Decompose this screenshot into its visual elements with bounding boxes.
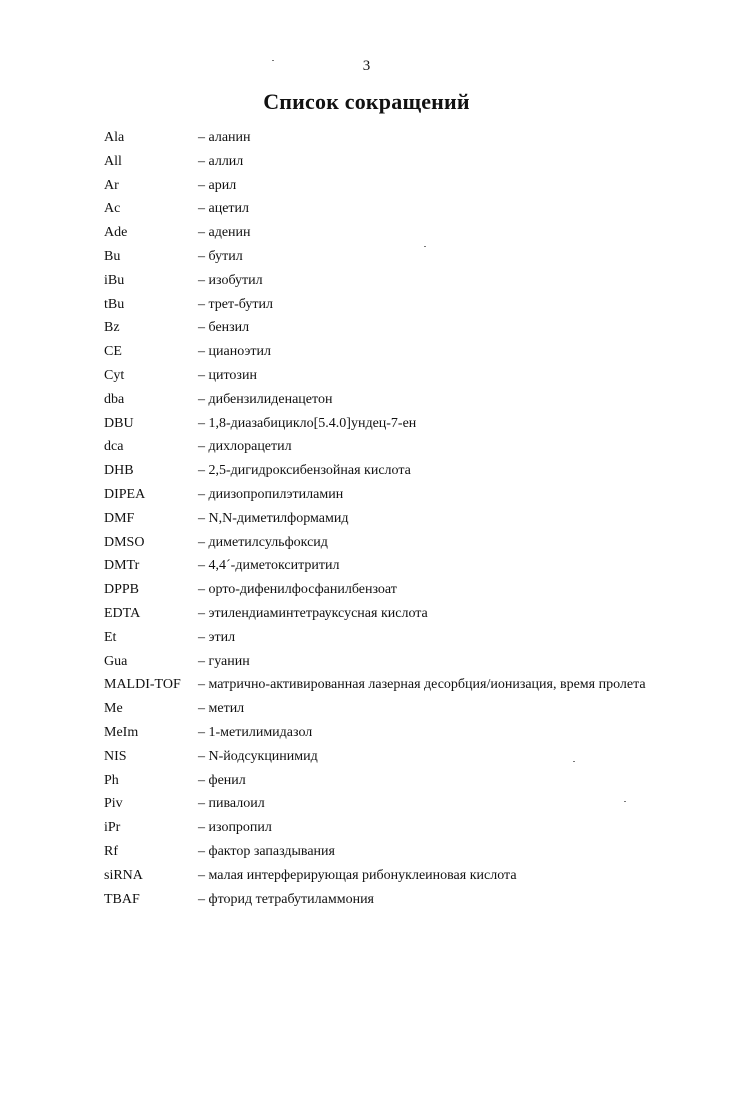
abbreviation-definition: – цианоэтил: [198, 344, 271, 360]
abbreviation-row: [104, 721, 704, 745]
abbreviation-definition: – диизопропилэтиламин: [198, 486, 344, 502]
abbreviation-term: DMF: [104, 510, 135, 526]
abbreviation-definition: – метил: [198, 701, 245, 717]
abbreviation-term: All: [104, 153, 122, 169]
abbreviation-row: [104, 174, 704, 198]
abbreviation-term: Me: [104, 701, 123, 717]
abbreviation-definition: – матрично-активированная лазерная десорбция/ионизация, время пролета: [198, 677, 646, 693]
abbreviation-row: [104, 197, 704, 221]
abbreviation-term: DHB: [104, 463, 134, 479]
abbreviation-definition: – бензил: [198, 320, 250, 336]
abbreviation-term: Bz: [104, 320, 120, 336]
abbreviation-definition: – фторид тетрабутиламмония: [198, 891, 374, 907]
abbreviation-term: Ph: [104, 772, 119, 788]
abbreviation-definition: – аденин: [198, 225, 251, 241]
abbreviation-definition: – фактор запаздывания: [198, 843, 335, 859]
abbreviation-row: [104, 673, 704, 697]
abbreviation-row: [104, 650, 704, 674]
abbreviation-row: [104, 745, 704, 769]
abbreviation-term: Ade: [104, 225, 128, 241]
abbreviation-row: [104, 840, 704, 864]
abbreviation-row: [104, 388, 704, 412]
abbreviation-term: Et: [104, 629, 117, 645]
abbreviation-definition: – 2,5-дигидроксибензойная кислота: [198, 463, 411, 479]
abbreviation-definition: – пивалоил: [198, 796, 265, 812]
abbreviation-row: [104, 150, 704, 174]
abbreviation-definition: – аланин: [198, 130, 251, 145]
abbreviation-row: [104, 626, 704, 650]
abbreviation-row: [104, 769, 704, 793]
abbreviation-definition: – N,N-диметилформамид: [198, 510, 349, 526]
abbreviation-definition: – изопропил: [198, 820, 272, 836]
abbreviation-row: [104, 864, 704, 888]
abbreviation-row: [104, 578, 704, 602]
abbreviation-row: [104, 340, 704, 364]
scan-speck: [624, 801, 626, 802]
abbreviation-row: [104, 126, 704, 150]
abbreviation-row: [104, 554, 704, 578]
abbreviation-definition: – 4,4´-диметокситритил: [198, 558, 340, 574]
abbreviation-row: [104, 316, 704, 340]
abbreviation-row: [104, 697, 704, 721]
page-title: Список сокращений: [263, 89, 470, 114]
abbreviation-definition: – ацетил: [198, 201, 250, 217]
abbreviation-term: Ar: [104, 177, 119, 193]
abbreviation-definition: – этилендиаминтетрауксусная кислота: [198, 605, 428, 621]
abbreviation-definition: – аллил: [198, 153, 244, 169]
abbreviation-row: [104, 816, 704, 840]
abbreviation-row: [104, 531, 704, 555]
abbreviation-row: [104, 412, 704, 436]
abbreviation-term: DPPB: [104, 582, 140, 598]
abbreviation-term: DIPEA: [104, 486, 146, 502]
abbreviation-definition: – 1,8-диазабицикло[5.4.0]ундец-7-ен: [198, 415, 417, 431]
abbreviation-term: MALDI-TOF: [104, 677, 181, 693]
abbreviation-term: siRNA: [104, 867, 143, 883]
abbreviation-term: Ac: [104, 201, 121, 217]
scan-speck: [424, 246, 426, 247]
abbreviation-row: [104, 293, 704, 317]
scan-speck: [272, 60, 274, 61]
abbreviation-definition: – бутил: [198, 248, 243, 264]
abbreviation-term: dba: [104, 391, 125, 407]
abbreviation-definition: – гуанин: [198, 653, 250, 669]
abbreviation-row: [104, 888, 704, 912]
abbreviation-term: tBu: [104, 296, 125, 312]
abbreviation-row: [104, 792, 704, 816]
abbreviation-term: TBAF: [104, 891, 140, 907]
abbreviation-definition: – N-йодсукцинимид: [198, 748, 318, 764]
abbreviation-term: EDTA: [104, 605, 141, 621]
abbreviation-term: iBu: [104, 272, 125, 288]
abbreviation-row: [104, 221, 704, 245]
abbreviation-definition: – цитозин: [198, 367, 257, 383]
abbreviation-term: Rf: [104, 843, 118, 859]
abbreviation-term: MeIm: [104, 724, 139, 740]
abbreviation-term: DBU: [104, 415, 134, 431]
scan-speck: [573, 761, 575, 762]
abbreviation-definition: – арил: [198, 177, 237, 193]
abbreviation-definition: – трет-бутил: [198, 296, 273, 312]
abbreviation-term: Piv: [104, 796, 123, 812]
abbreviation-definition: – диметилсульфоксид: [198, 534, 328, 550]
abbreviation-row: [104, 364, 704, 388]
abbreviation-term: Bu: [104, 248, 121, 264]
abbreviation-definition: – дихлорацетил: [198, 439, 292, 455]
abbreviation-definition: – малая интерферирующая рибонуклеиновая кислота: [198, 867, 517, 883]
abbreviation-definition: – орто-дифенилфосфанилбензоат: [198, 582, 397, 598]
abbreviation-term: NIS: [104, 748, 127, 764]
abbreviation-row: [104, 602, 704, 626]
abbreviation-definition: – дибензилиденацетон: [198, 391, 333, 407]
abbreviation-definition: – этил: [198, 629, 236, 645]
abbreviation-list: [104, 126, 704, 911]
abbreviation-row: [104, 483, 704, 507]
abbreviation-row: [104, 245, 704, 269]
abbreviation-term: Cyt: [104, 367, 125, 383]
abbreviation-term: dca: [104, 439, 124, 455]
abbreviation-row: [104, 269, 704, 293]
abbreviation-row: [104, 459, 704, 483]
abbreviation-definition: – фенил: [198, 772, 246, 788]
abbreviation-definition: – изобутил: [198, 272, 263, 288]
abbreviation-term: DMSO: [104, 534, 145, 550]
abbreviation-term: Ala: [104, 130, 125, 145]
abbreviation-term: CE: [104, 344, 122, 360]
page-number: 3: [362, 58, 371, 74]
abbreviation-row: [104, 435, 704, 459]
abbreviation-definition: – 1-метилимидазол: [198, 724, 313, 740]
abbreviation-term: iPr: [104, 820, 121, 836]
abbreviation-term: Gua: [104, 653, 128, 669]
abbreviation-row: [104, 507, 704, 531]
abbreviation-term: DMTr: [104, 558, 140, 574]
